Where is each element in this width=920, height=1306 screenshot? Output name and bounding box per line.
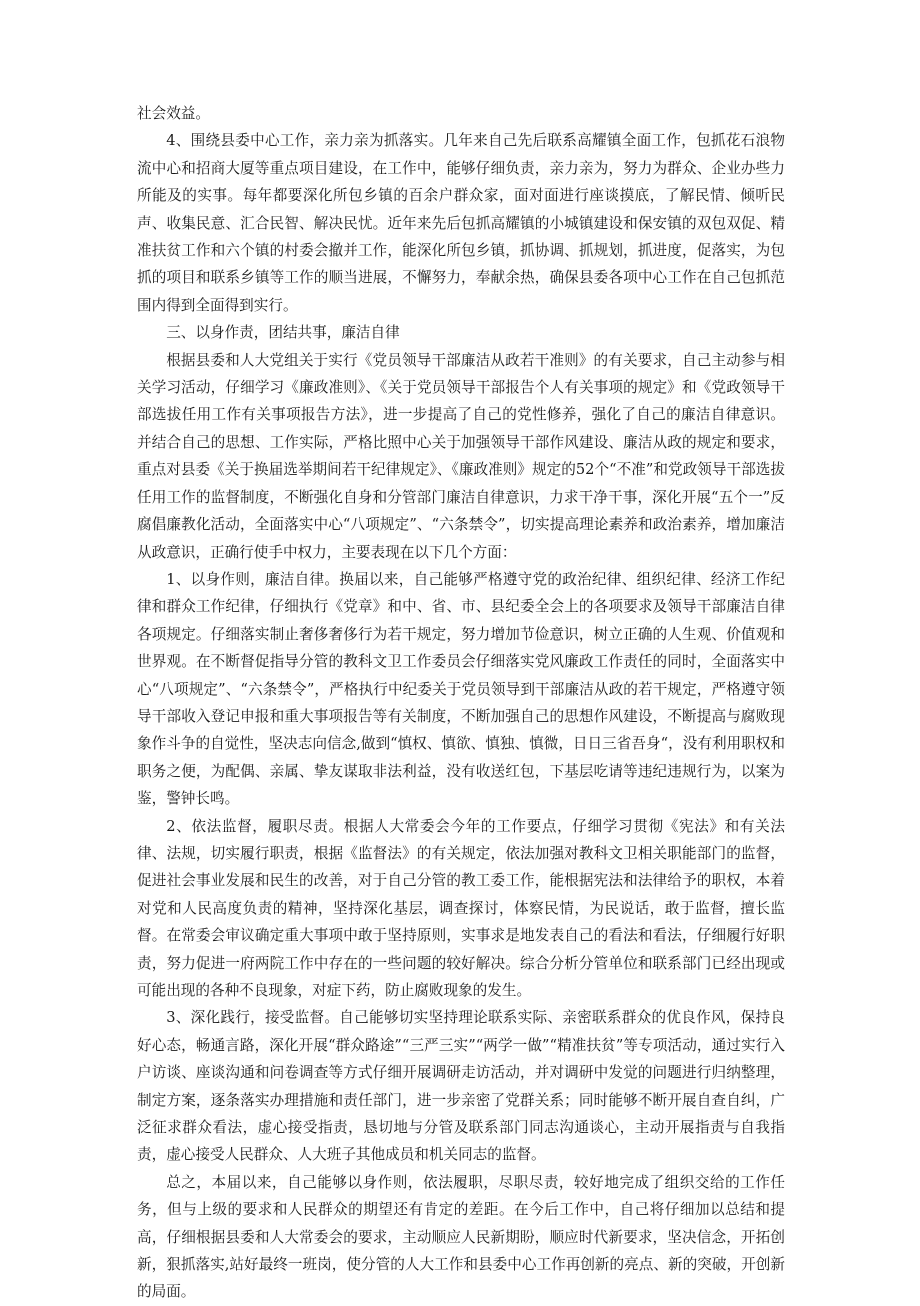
paragraph-item-4: 4、围绕县委中心工作，亲力亲为抓落实。几年来自己先后联系高耀镇全面工作，包抓花石浪物流中心和招商大厦等重点项目建设，在工作中，能够仔细负责，亲力亲为，努力为群众、企业办些力所能及的实事。每年都要深化所包乡镇的百余户群众家，面对面进行座谈摸底，了解民情、倾听民声、收集民意、汇合民智、解决民忧。近年来先后包抓高耀镇的小城镇建设和保安镇的双包双促、精准扶贫工作和六个镇的村委会撤并工作，能深化所包乡镇，抓协调、抓规划，抓进度，促落实，为包抓的项目和联系乡镇等工作的顺当进展，不懈努力，奉献余热，确保县委各项中心工作在自己包抓范围内得到全面得到实行。: [137, 132, 785, 314]
paragraph-item-3: 3、深化践行，接受监督。自己能够切实坚持理论联系实际、亲密联系群众的优良作风，保持良好心态，畅通言路，深化开展“群众路途”“三严三实”“两学一做”“精准扶贫”等专项活动，通过实行入户访谈、座谈沟通和问卷调查等方式仔细开展调研走访活动，并对调研中发觉的问题进行归纳整理，制定方案，逐条落实办理措施和责任部门，进一步亲密了党群关系；同时能够不断开展自查自纠，广泛征求群众看法，虚心接受指责，恳切地与分管及联系部门同志沟通谈心，主动开展指责与自我指责，虚心接受人民群众、人大班子其他成员和机关同志的监督。: [137, 1009, 785, 1164]
paragraph-item-1: 1、以身作则，廉洁自律。换届以来，自己能够严格遵守党的政治纪律、组织纪律、经济工作纪律和群众工作纪律，仔细执行《党章》和中、省、市、县纪委全会上的各项要求及领导干部廉洁自律各项规定。仔细落实制止奢侈奢侈行为若干规定，努力增加节俭意识，树立正确的人生观、价值观和世界观。在不断督促指导分管的教科文卫工作委员会仔细落实党风廉政工作责任的同时，全面落实中心“八项规定”、“六条禁令”，严格执行中纪委关于党员领导到干部廉洁从政的若干规定，严格遵守领导干部收入登记申报和重大事项报告等有关制度，不断加强自己的思想作风建设，不断提高与腐败现象作斗争的自觉性，坚决志向信念,做到“慎权、慎欲、慎独、慎微，日日三省吾身“，没有利用职权和职务之便，为配偶、亲属、挚友谋取非法利益，没有收送红包，下基层吃请等违纪违规行为，以案为鉴，警钟长鸣。: [137, 570, 785, 808]
document-page: [137, 100, 785, 1306]
paragraph-item-2: 2、依法监督，履职尽责。根据人大常委会今年的工作要点，仔细学习贯彻《宪法》和有关法律、法规，切实履行职责，根据《监督法》的有关规定，依法加强对教科文卫相关职能部门的监督，促进社会事业发展和民生的改善，对于自己分管的教工委工作，能根据宪法和法律给予的职权，本着对党和人民高度负责的精神，坚持深化基层，调查探讨，体察民情，为民说话，敢于监督，擅长监督。在常委会审议确定重大事项中敢于坚持原则，实事求是地发表自己的看法和看法，仔细履行好职责，努力促进一府两院工作中存在的一些问题的较好解决。综合分析分管单位和联系部门已经出现或可能出现的各种不良现象，对症下药，防止腐败现象的发生。: [137, 817, 785, 999]
section-heading-3: 三、以身作责，团结共事，廉洁自律: [166, 324, 400, 342]
paragraph-section-intro: 根据县委和人大党组关于实行《党员领导干部廉洁从政若干准则》的有关要求，自己主动参与相关学习活动，仔细学习《廉政准则》、《关于党员领导干部报告个人有关事项的规定》和《党政领导干部选拔任用工作有关事项报告方法》，进一步提高了自己的党性修养，强化了自己的廉洁自律意识。并结合自己的思想、工作实际，严格比照中心关于加强领导干部作风建设、廉洁从政的规定和要求，重点对县委《关于换届选举期间若干纪律规定》、《廉政准则》规定的52个“不准”和党政领导干部选拔任用工作的监督制度，不断强化自身和分管部门廉洁自律意识，力求干净干事，深化开展“五个一”反腐倡廉教化活动，全面落实中心“八项规定”、“六条禁令”，切实提高理论素养和政治素养，增加廉洁从政意识，正确行使手中权力，主要表现在以下几个方面：: [137, 351, 785, 561]
paragraph-continuation: 社会效益。: [137, 105, 210, 122]
paragraph-conclusion: 总之，本届以来，自己能够以身作则，依法履职，尽职尽责，较好地完成了组织交给的工作任务，但与上级的要求和人民群众的期望还有肯定的差距。在今后工作中，自己将仔细加以总结和提高，仔细根据县委和人大常委会的要求，主动顺应人民新期盼，顺应时代新要求，坚决信念，开拓创新，狠抓落实,站好最终一班岗，使分管的人大工作和县委中心工作再创新的亮点、新的突破，开创新的局面。: [137, 1173, 785, 1301]
